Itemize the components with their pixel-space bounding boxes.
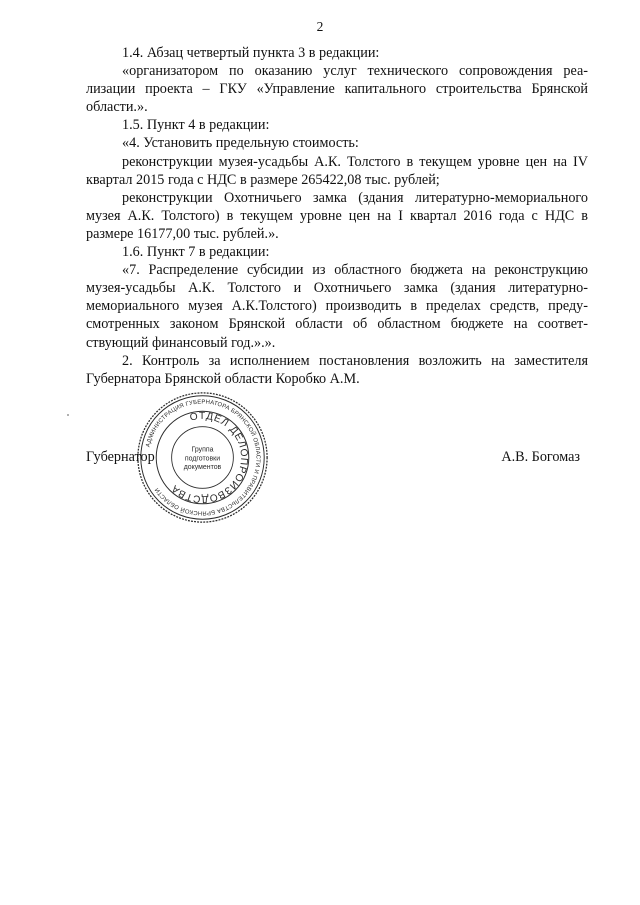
paragraph-museum-estate-cost: реконструкции музея-усадьбы А.К. Толстого в текущем уровне цен на IV квартал 2015 года с НДС в размере 265422,08 тыс. рублей; <box>86 153 588 188</box>
stamp-center-line-2: подготовки <box>184 455 221 463</box>
stamp-center-line-1: Группа <box>191 446 214 454</box>
signatory-title: Губернатор <box>86 449 155 465</box>
scan-speck <box>67 414 69 416</box>
page-number: 2 <box>316 19 324 34</box>
paragraph-organizer-quote: «организатором по оказанию услуг технического сопровождения реализации проекта – ГКУ «Управление капитального строительства Брянской области.». <box>86 63 588 116</box>
paragraph-hunting-castle-cost: реконструкции Охотничьего замка (здания литературно-мемориального музея А.К. Толстого) в текущем уровне цен на I квартал 2016 года с НДС в размере 16177,00 тыс. рублей.». <box>86 189 588 242</box>
paragraph-control-clause: 2. Контроль за исполнением постановления возложить на заместителя Губернатора Брянской области Коробко А.М. <box>86 352 588 387</box>
paragraph-subsidy-distribution: «7. Распределение субсидии из областного бюджета на реконструкцию музея-усадьбы А.К. Толстого и Охотничьего замка (здания литературно-мемориального музея А.К.Толстого) производить в пределах средств, предусмотренных законом Брянской области об областном бюджете на соответствующий финансовый год.».». <box>86 262 588 351</box>
stamp-center-line-3: документов <box>183 464 222 472</box>
signatory-name: А.В. Богомаз <box>501 449 580 465</box>
stamp-outer-textpath: АДМИНИСТРАЦИЯ ГУБЕРНАТОРА БРЯНСКОЙ ОБЛАСТИ И ПРАВИТЕЛЬСТВА БРЯНСКОЙ ОБЛАСТИ <box>145 399 261 516</box>
paragraph-1-6-heading: 1.6. Пункт 7 в редакции: <box>122 244 270 261</box>
paragraph-1-4-heading: 1.4. Абзац четвертый пункта 3 в редакции: <box>122 45 380 61</box>
official-stamp <box>135 390 270 525</box>
paragraph-point-4-intro: «4. Установить предельную стоимость: <box>122 135 359 152</box>
document-body <box>86 44 588 388</box>
stamp-inner-textpath: ОТДЕЛ ДЕЛОПРОИЗВОДСТВА <box>169 410 250 505</box>
paragraph-1-5-heading: 1.5. Пункт 4 в редакции: <box>122 117 270 134</box>
